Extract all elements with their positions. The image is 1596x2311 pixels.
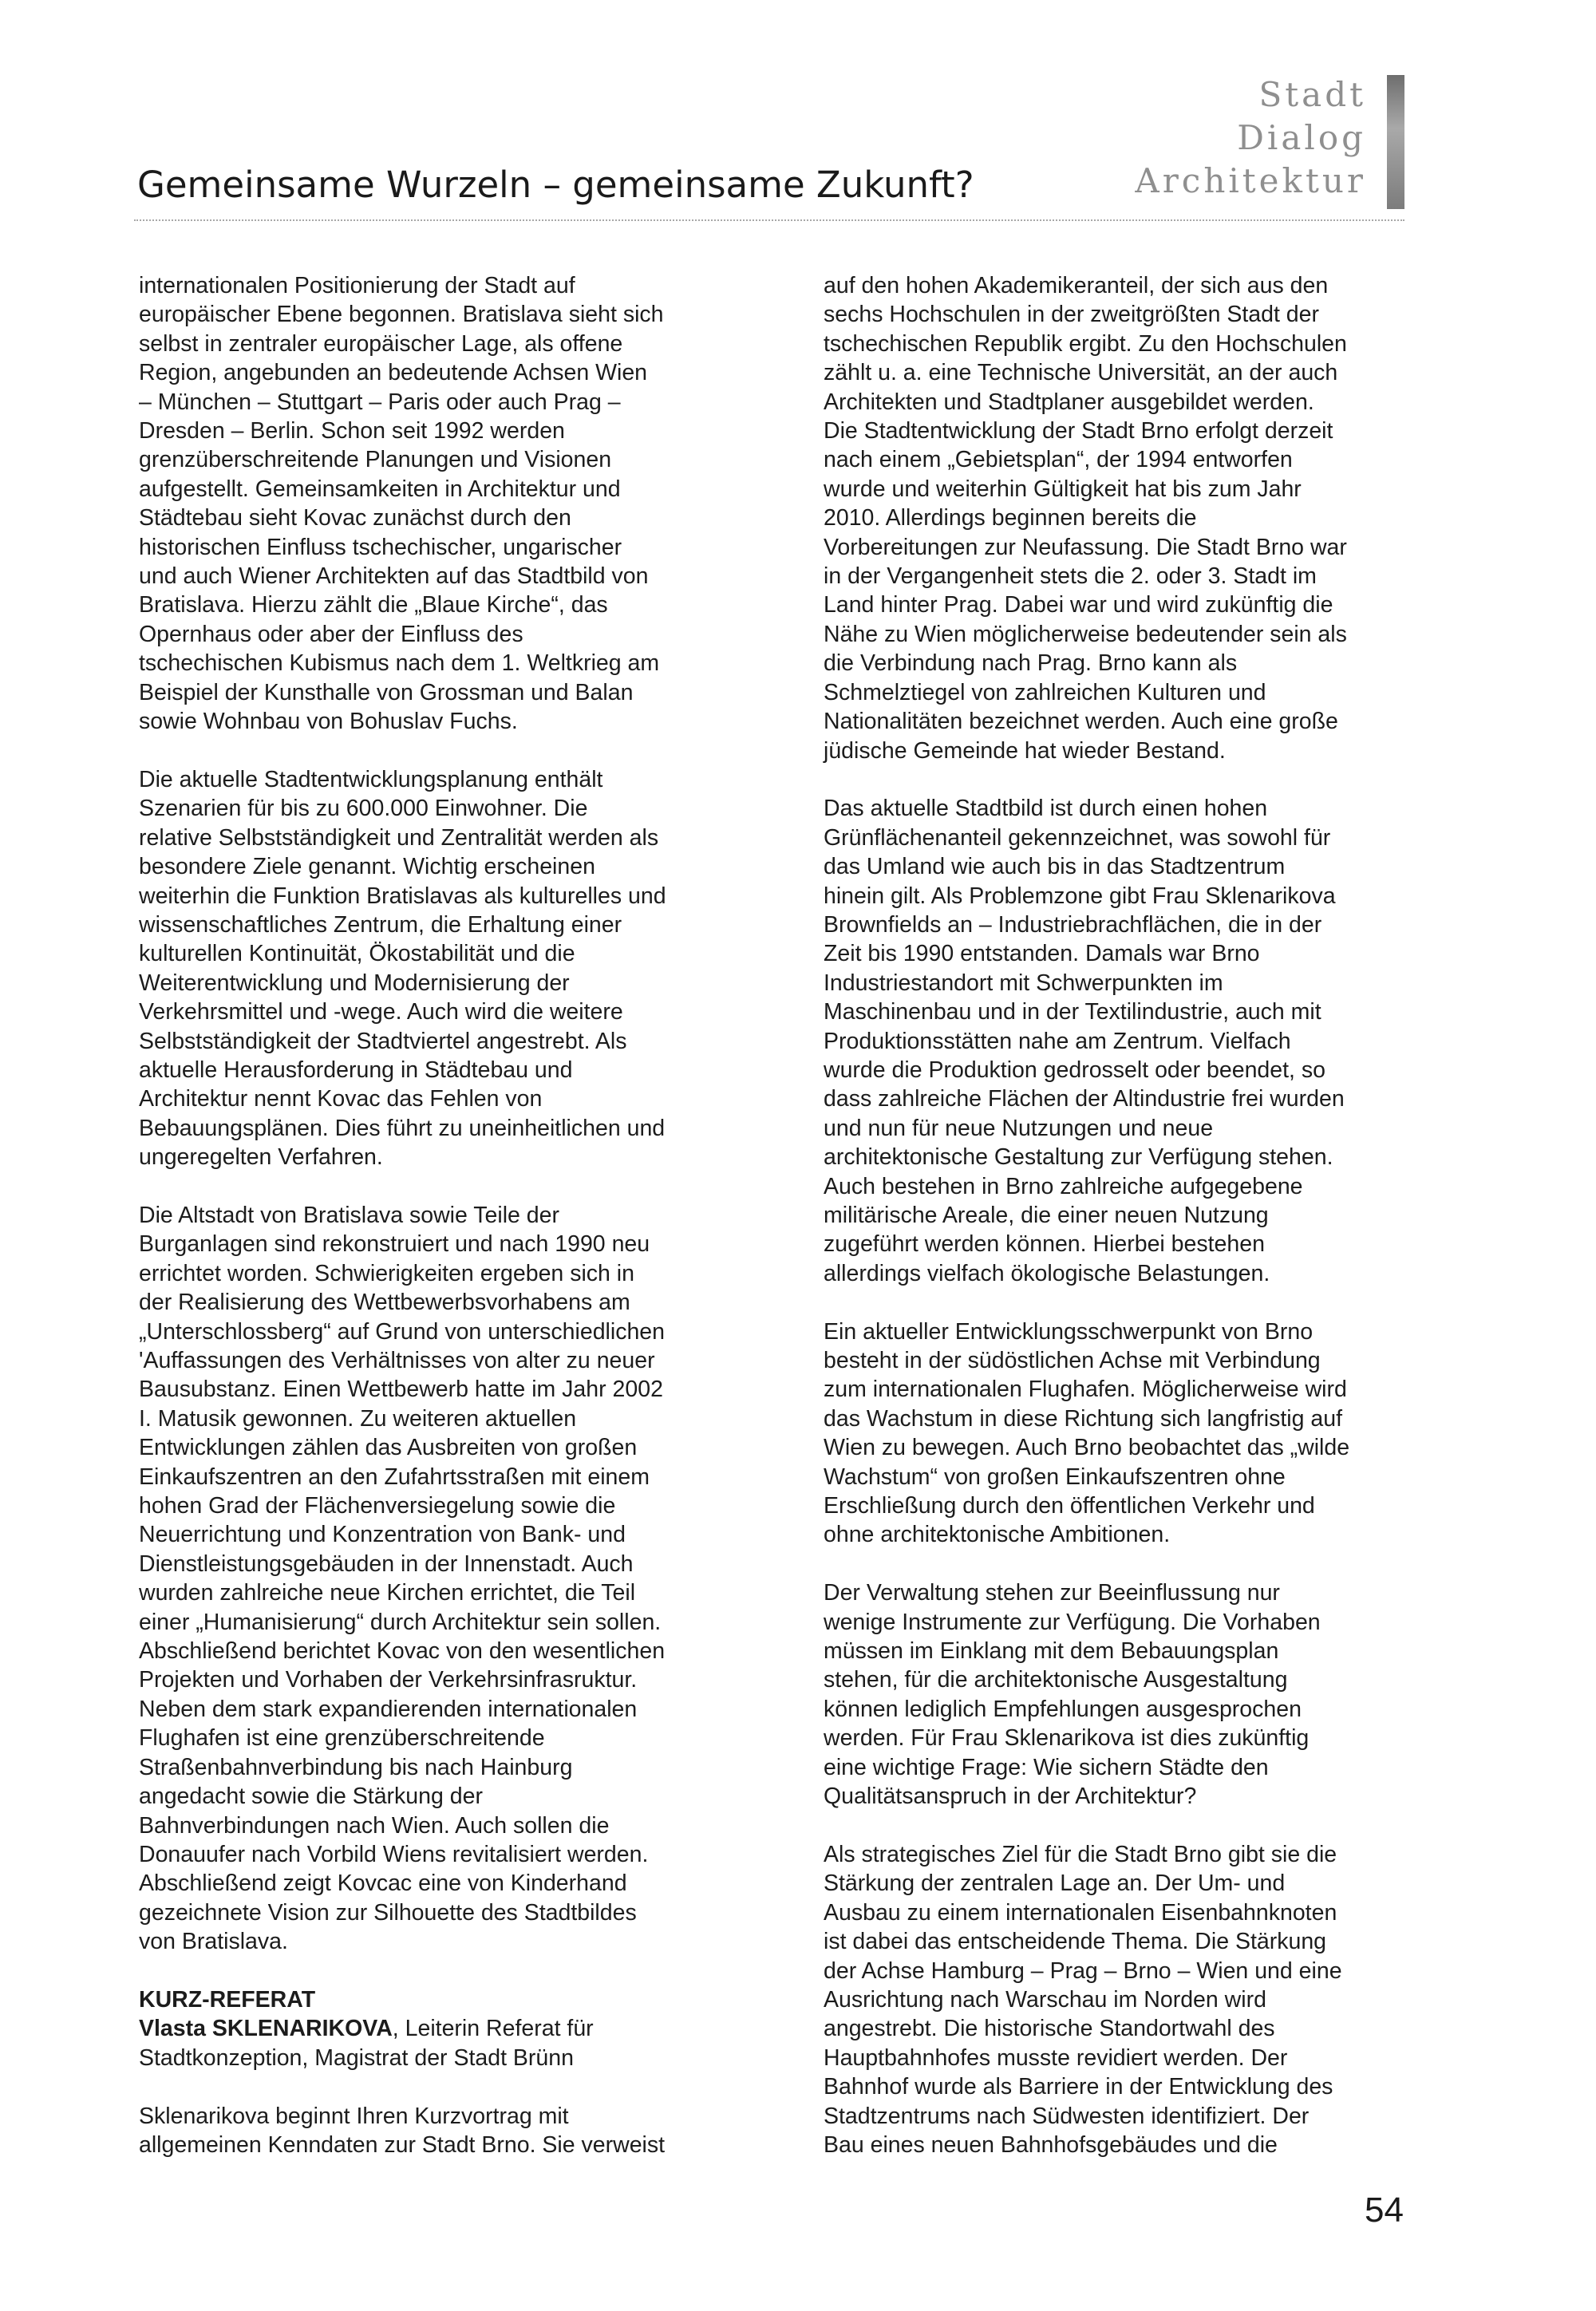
right-column <box>824 271 1414 2189</box>
paragraph: Die Altstadt von Bratislava sowie Teile der Burganlagen sind rekonstruiert und nach 1990 neu errichtet worden. Schwierigkeiten ergeben sich in der Realisierung des Wettbewerbsvorhabens am „Unterschlossberg“ auf Grund von unterschiedlichen 'Auffassungen des Verhältnisses von alter zu neuer Bausubstanz. Einen Wettbewerb hatte im Jahr 2002 I. Matusik gewonnen. Zu weiteren aktuellen Entwicklungen zählen das Ausbreiten von großen Einkaufszentren an den Zufahrtsstraßen mit einem hohen Grad der Flächenversiegelung sowie die Neuerrichtung und Konzentration von Bank- und Dienstleistungsgebäuden in der Innenstadt. Auch wurden zahlreiche neue Kirchen errichtet, die Teil einer „Humanisierung“ durch Architektur sein sollen. Abschließend berichtet Kovac von den wesentlichen Projekten und Vorhaben der Verkehrsinfrasruktur. Neben dem stark expandierenden internationalen Flughafen ist eine grenzüberschreitende Straßenbahnverbindung bis nach Hainburg angedacht sowie die Stärkung der Bahnverbindungen nach Wien. Auch sollen die Donauufer nach Vorbild Wiens revitalisiert werden. Abschließend zeigt Kovcac eine von Kinderhand gezeichnete Vision zur Silhouette des Stadtbildes von Bratislava. <box>139 1202 666 1955</box>
paragraph: Der Verwaltung stehen zur Beeinflussung nur wenige Instrumente zur Verfügung. Die Vorhaben müssen im Einklang mit dem Bebauungsplan stehen, für die architektonische Ausgestaltung können lediglich Empfehlungen ausgesprochen werden. Für Frau Sklenarikova ist dies zukünftig eine wichtige Frage: Wie sichern Städte den Qualitätsanspruch in der Architektur? <box>824 1580 1321 1810</box>
stadt-dialog-architektur-logo <box>1021 64 1404 223</box>
logo-text <box>1135 73 1366 203</box>
paragraph: internationalen Positionierung der Stadt auf europäischer Ebene begonnen. Bratislava sieht sich selbst in zentraler europäischer Lage, als offene Region, angebunden an bedeutende Achsen Wien – München – Stuttgart – Paris oder auch Prag – Dresden – Berlin. Schon seit 1992 werden grenzüberschreitende Planungen und Visionen aufgestellt. Gemeinsamkeiten in Architektur und Städtebau sieht Kovac zunächst durch den historischen Einfluss tschechischer, ungarischer und auch Wiener Architekten auf das Stadtbild von Bratislava. Hierzu zählt die „Blaue Kirche“, das Opernhaus oder aber der Einfluss des tschechischen Kubismus nach dem 1. Weltkrieg am Beispiel der Kunsthalle von Grossman und Balan sowie Wohnbau von Bohuslav Fuchs. <box>139 273 664 735</box>
paragraph: auf den hohen Akademikeranteil, der sich aus den sechs Hochschulen in der zweitgrößten Stadt der tschechischen Republik ergibt. Zu den Hochschulen zählt u. a. eine Technische Universität, an der auch Architekten und Stadtplaner ausgebildet werden. Die Stadtentwicklung der Stadt Brno erfolgt derzeit nach einem „Gebietsplan“, der 1994 entworfen wurde und weiterhin Gültigkeit hat bis zum Jahr 2010. Allerdings beginnen bereits die Vorbereitungen zur Neufassung. Die Stadt Brno war in der Vergangenheit stets die 2. oder 3. Stadt im Land hinter Prag. Dabei war und wird zukünftig die Nähe zu Wien möglicherweise bedeutender sein als die Verbindung nach Prag. Brno kann als Schmelztiegel von zahlreichen Kulturen und Nationalitäten bezeichnet werden. Auch eine große jüdische Gemeinde hat wieder Bestand. <box>824 273 1347 764</box>
paragraph: Ein aktueller Entwicklungsschwerpunkt von Brno besteht in der südöstlichen Achse mit Verbindung zum internationalen Flughafen. Möglicherweise wird das Wachstum in diese Richtung sich langfristig auf Wien zu bewegen. Auch Brno beobachtet das „wilde Wachstum“ von großen Einkaufszentren ohne Erschließung durch den öffentlichen Verkehr und ohne architektonische Ambitionen. <box>824 1318 1350 1548</box>
paragraph: Die aktuelle Stadtentwicklungsplanung enthält Szenarien für bis zu 600.000 Einwohner. Die relative Selbstständigkeit und Zentralität werden als besondere Ziele genannt. Wichtig erscheinen weiterhin die Funktion Bratislavas als kulturelles und wissenschaftliches Zentrum, die Erhaltung einer kulturellen Kontinuität, Ökostabilität und die Weiterentwicklung und Modernisierung der Verkehrsmittel und -wege. Auch wird die weitere Selbstständigkeit der Stadtviertel angestrebt. Als aktuelle Herausforderung in Städtebau und Architektur nennt Kovac das Fehlen von Bebauungsplänen. Dies führt zu uneinheitlichen und ungeregelten Verfahren. <box>139 766 666 1171</box>
section-heading: KURZ-REFERAT <box>139 1986 316 2013</box>
paragraph: Sklenarikova beginnt Ihren Kurzvortrag mit allgemeinen Kenndaten zur Stadt Brno. Sie verweist <box>139 2103 666 2158</box>
logo-line-dialog: Dialog <box>1237 118 1366 157</box>
paragraph: Als strategisches Ziel für die Stadt Brno gibt sie die Stärkung der zentralen Lage an. Der Um- und Ausbau zu einem internationalen Eisenbahnknoten ist dabei das entscheidende Thema. Die Stärkung der Achse Hamburg – Prag – Brno – Wien und eine Ausrichtung nach Warschau im Norden wird angestrebt. Die historische Standortwahl des Hauptbahnhofes musste revidiert werden. Der Bahnhof wurde als Barriere in der Entwicklung des Stadtzentrums nach Südwesten identifiziert. Der Bau eines neuen Bahnhofsgebäudes und die <box>824 1841 1342 2158</box>
logo-bar <box>1387 75 1404 209</box>
page-title: Gemeinsame Wurzeln – gemeinsame Zukunft? <box>137 164 974 206</box>
speaker-line <box>139 2014 729 2072</box>
speaker-name: Vlasta SKLENARIKOVA <box>139 2016 393 2042</box>
speaker-role: , Leiterin Referat für Stadtkonzeption, Magistrat der Stadt Brünn <box>139 2016 594 2071</box>
header-divider <box>134 219 1404 221</box>
left-column <box>139 271 729 2189</box>
page-number: 54 <box>1365 2191 1404 2230</box>
logo-line-stadt: Stadt <box>1258 75 1366 114</box>
logo-line-architektur: Architektur <box>1135 161 1366 200</box>
paragraph: Das aktuelle Stadtbild ist durch einen hohen Grünflächenanteil gekennzeichnet, was sowohl für das Umland wie auch bis in das Stadtzentrum hinein gilt. Als Problemzone gibt Frau Sklenarikova Brownfields an – Industriebrachflächen, die in der Zeit bis 1990 entstanden. Damals war Brno Industriestandort mit Schwerpunkten im Maschinenbau und in der Textilindustrie, auch mit Produktionsstätten nahe am Zentrum. Vielfach wurde die Produktion gedrosselt oder beendet, so dass zahlreiche Flächen der Altindustrie frei wurden und nun für neue Nutzungen und neue architektonische Gestaltung zur Verfügung stehen. Auch bestehen in Brno zahlreiche aufgegebene militärische Areale, die einer neuen Nutzung zugeführt werden können. Hierbei bestehen allerdings vielfach ökologische Belastungen. <box>824 796 1345 1286</box>
